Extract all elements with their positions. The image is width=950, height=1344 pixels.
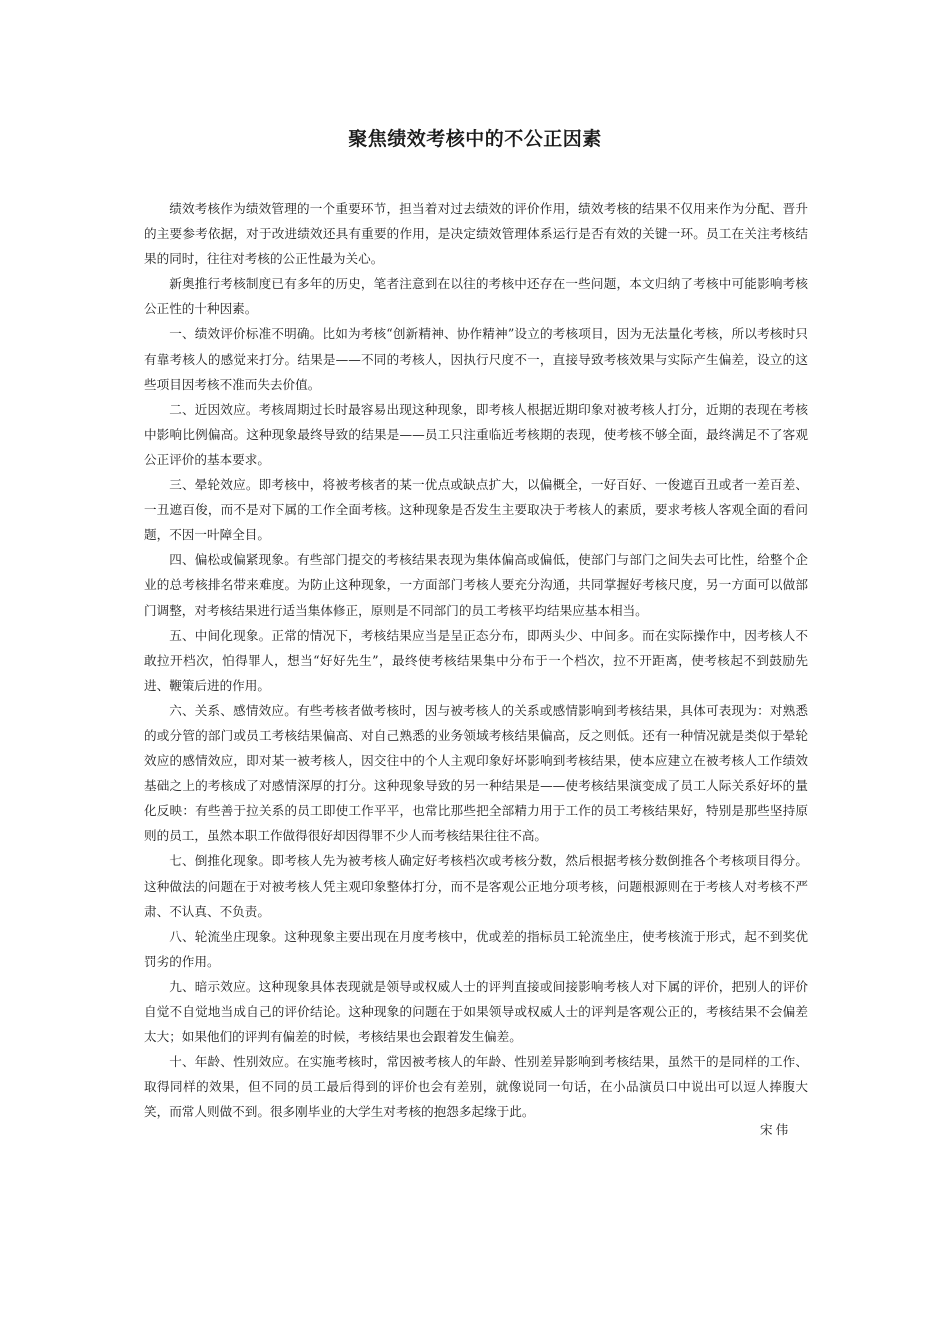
paragraph-factor-2: 二、近因效应。考核周期过长时最容易出现这种现象，即考核人根据近期印象对被考核人打分，近期的表现在考核中影响比例偏高。这种现象最终导致的结果是——员工只注重临近考核期的表现，使考核不够全面，最终满足不了客观公正评价的基本要求。 bbox=[144, 401, 808, 467]
paragraph-factor-5: 五、中间化现象。正常的情况下，考核结果应当是呈正态分布，即两头少、中间多。而在实际操作中，因考核人不敢拉开档次，怕得罪人，想当“好好先生”，最终使考核结果集中分布于一个档次，拉不开距离，使考核起不到鼓励先进、鞭策后进的作用。 bbox=[144, 627, 808, 693]
document-title: 聚焦绩效考核中的不公正因素 bbox=[348, 128, 602, 150]
paragraph-factor-6: 六、关系、感情效应。有些考核者做考核时，因与被考核人的关系或感情影响到考核结果，具体可表现为：对熟悉的或分管的部门或员工考核结果偏高、对自己熟悉的业务领域考核结果偏高，反之则低。还有一种情况就是类似于晕轮效应的感情效应，即对某一被考核人，因交往中的个人主观印象好坏影响到考核结果，使本应建立在被考核人工作绩效基础之上的考核成了对感情深厚的打分。这种现象导致的另一种结果是——使考核结果演变成了员工人际关系好坏的量化反映：有些善于拉关系的员工即使工作平平，也常比那些把全部精力用于工作的员工考核结果好，特别是那些坚持原则的员工，虽然本职工作做得很好却因得罪不少人而考核结果往往不高。 bbox=[144, 702, 808, 844]
paragraph-factor-10: 十、年龄、性别效应。在实施考核时，常因被考核人的年龄、性别差异影响到考核结果，虽然干的是同样的工作、取得同样的效果，但不同的员工最后得到的评价也会有差别，就像说同一句话，在小品演员口中说出可以逗人捧腹大笑，而常人则做不到。很多刚毕业的大学生对考核的抱怨多起缘于此。 bbox=[144, 1054, 808, 1120]
paragraph-overview: 新奥推行考核制度已有多年的历史，笔者注意到在以往的考核中还存在一些问题，本文归纳了考核中可能影响考核公正性的十种因素。 bbox=[144, 276, 808, 317]
paragraph-factor-1: 一、绩效评价标准不明确。比如为考核“创新精神、协作精神”设立的考核项目，因为无法量化考核，所以考核时只有靠考核人的感觉来打分。结果是——不同的考核人，因执行尺度不一，直接导致考核效果与实际产生偏差，设立的这些项目因考核不准而失去价值。 bbox=[144, 326, 808, 392]
paragraph-factor-3: 三、晕轮效应。即考核中，将被考核者的某一优点或缺点扩大，以偏概全，一好百好、一俊遮百丑或者一差百差、一丑遮百俊，而不是对下属的工作全面考核。这种现象是否发生主要取决于考核人的素质，要求考核人客观全面的看问题，不因一叶障全目。 bbox=[144, 477, 808, 543]
paragraph-factor-8: 八、轮流坐庄现象。这种现象主要出现在月度考核中，优或差的指标员工轮流坐庄，使考核流于形式，起不到奖优罚劣的作用。 bbox=[144, 928, 808, 969]
author-signature: 宋伟 bbox=[760, 1122, 792, 1137]
paragraph-intro: 绩效考核作为绩效管理的一个重要环节，担当着对过去绩效的评价作用，绩效考核的结果不仅用来作为分配、晋升的主要参考依据，对于改进绩效还具有重要的作用，是决定绩效管理体系运行是否有效的关键一环。员工在关注考核结果的同时，往往对考核的公正性最为关心。 bbox=[144, 201, 808, 267]
document-body bbox=[144, 196, 808, 1124]
paragraph-factor-4: 四、偏松或偏紧现象。有些部门提交的考核结果表现为集体偏高或偏低，使部门与部门之间失去可比性，给整个企业的总考核排名带来难度。为防止这种现象，一方面部门考核人要充分沟通，共同掌握好考核尺度，另一方面可以做部门调整，对考核结果进行适当集体修正，原则是不同部门的员工考核平均结果应基本相当。 bbox=[144, 552, 808, 618]
paragraph-factor-7: 七、倒推化现象。即考核人先为被考核人确定好考核档次或考核分数，然后根据考核分数倒推各个考核项目得分。这种做法的问题在于对被考核人凭主观印象整体打分，而不是客观公正地分项考核，问题根源则在于考核人对考核不严肃、不认真、不负责。 bbox=[144, 853, 808, 919]
paragraph-factor-9: 九、暗示效应。这种现象具体表现就是领导或权威人士的评判直接或间接影响考核人对下属的评价，把别人的评价自觉不自觉地当成自己的评价结论。这种现象的问题在于如果领导或权威人士的评判是客观公正的，考核结果不会偏差太大；如果他们的评判有偏差的时候，考核结果也会跟着发生偏差。 bbox=[144, 978, 808, 1045]
